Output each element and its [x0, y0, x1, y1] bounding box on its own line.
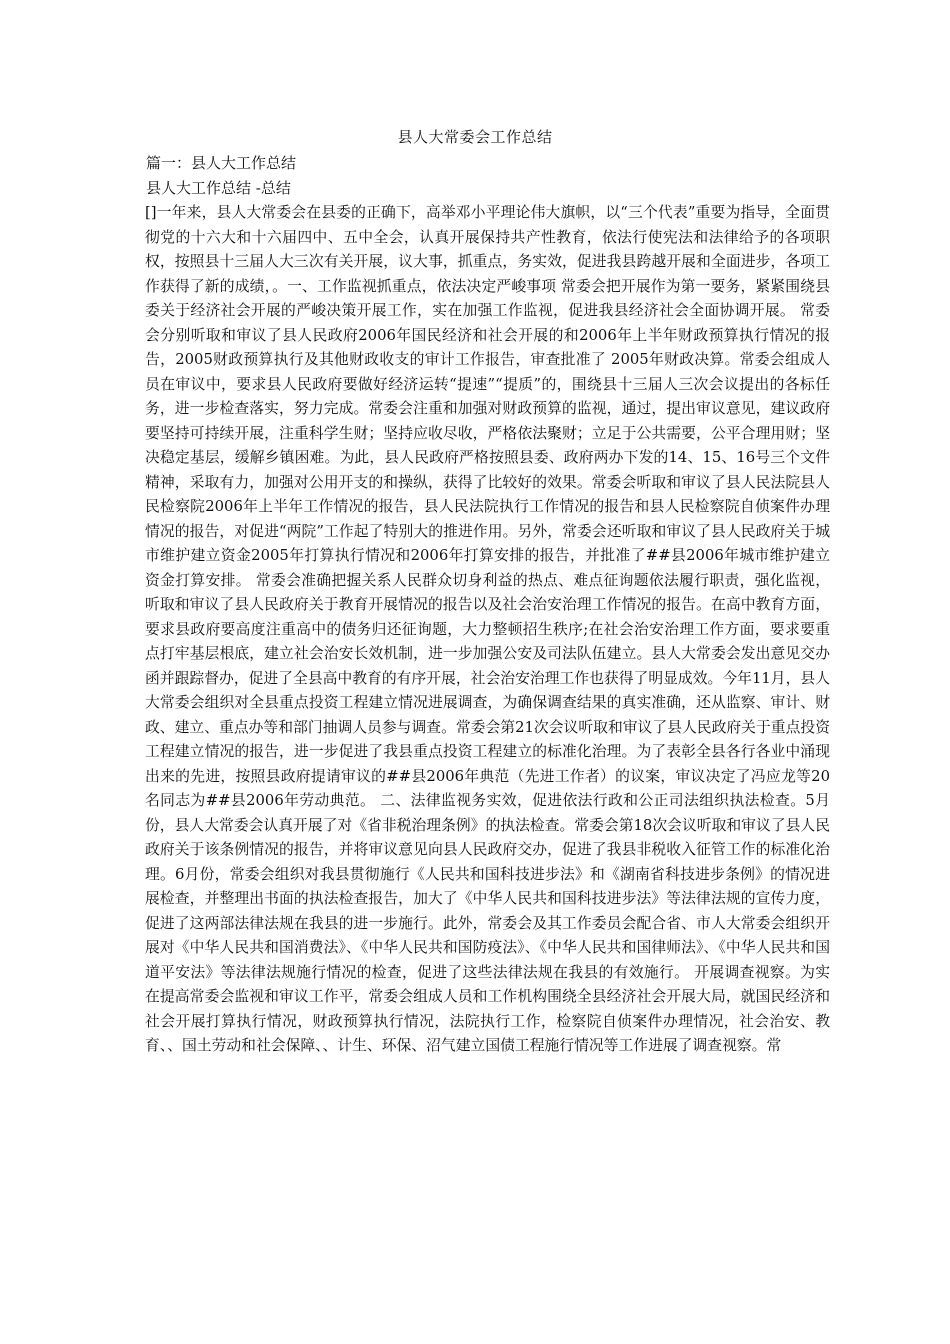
section-subheading: 县人大工作总结 -总结: [146, 179, 291, 197]
section-heading: 篇一：县人大工作总结: [146, 154, 297, 172]
body-paragraph: []一年来，县人大常委会在县委的正确下，高举邓小平理论伟大旗帜，以“三个代表”重要为指导，全面贯彻党的十六大和十六届四中、五中全会，认真开展保持共产性教育，依法行使宪法和法律给予的各项职权，按照县十三届人大三次有关开展，议大事，抓重点，务实效，促进我县跨越开展和全面进步，各项工作获得了新的成绩，。一、工作监视抓重点，依法决定严峻事项 常委会把开展作为第一要务，紧紧围绕县委关于经济社会开展的严峻决策开展工作，实在加强工作监视，促进我县经济社会全面协调开展。 常委会分别听取和审议了县人民政府2006年国民经济和社会开展的和2006年上半年财政预算执行情况的报告，2005财政预算执行及其他财政收支的审计工作报告，审查批准了 2005年财政决算。常委会组成人员在审议中，要求县人民政府要做好经济运转“提速”“提质”的，围绕县十三届人三次会议提出的各标任务，进一步检查落实，努力完成。常委会注重和加强对财政预算的监视，通过，提出审议意见，建议政府要坚持可持续开展，注重科学生财；坚持应收尽收，严格依法聚财；立足于公共需要，公平合理用财；坚决稳定基层，缓解乡镇困难。为此，县人民政府严格按照县委、政府两办下发的14、15、16号三个文件精神，采取有力，加强对公用开支的和操纵，获得了比较好的效果。常委会听取和审议了县人民法院县人民检察院2006年上半年工作情况的报告，县人民法院执行工作情况的报告和县人民检察院自侦案件办理情况的报告，对促进“两院”工作起了特别大的推进作用。另外，常委会还听取和审议了县人民政府关于城市维护建立资金2005年打算执行情况和2006年打算安排的报告，并批准了##县2006年城市维护建立资金打算安排。 常委会准确把握关系人民群众切身利益的热点、难点征询题依法履行职责，强化监视，听取和审议了县人民政府关于教育开展情况的报告以及社会治安治理工作情况的报告。在高中教育方面，要求县政府要高度注重高中的债务归还征询题，大力整顿招生秩序;在社会治安治理工作方面，要求要重点打牢基层根底，建立社会治安长效机制，进一步加强公安及司法队伍建立。县人大常委会发出意见交办函并跟踪督办，促进了全县高中教育的有序开展，社会治安治理工作也获得了明显成效。今年11月，县人大常委会组织对全县重点投资工程建立情况进展调查，为确保调查结果的真实准确，还从监察、审计、财政、建立、重点办等和部门抽调人员参与调查。常委会第21次会议听取和审议了县人民政府关于重点投资工程建立情况的报告，进一步促进了我县重点投资工程建立的标准化治理。为了表彰全县各行各业中涌现出来的先进，按照县政府提请审议的##县2006年典范（先进工作者）的议案，审议决定了冯应龙等20名同志为##县2006年劳动典范。 二、法律监视务实效，促进依法行政和公正司法组织执法检查。5月份，县人大常委会认真开展了对《省非税治理条例》的执法检查。常委会第18次会议听取和审议了县人民政府关于该条例情况的报告，并将审议意见向县人民政府交办，促进了我县非税收入征管工作的标准化治理。6月份，常委会组织对我县贯彻施行《人民共和国科技进步法》和《湖南省科技进步条例》的情况进展检查，并整理出书面的执法检查报告，加大了《中华人民共和国科技进步法》等法律法规的宣传力度，促进了这两部法律法规在我县的进一步施行。此外，常委会及其工作委员会配合省、市人大常委会组织开展对《中华人民共和国消费法》、《中华人民共和国防疫法》、《中华人民共和国律师法》、《中华人民共和国道平安法》等法律法规施行情况的检查，促进了这些法律法规在我县的有效施行。 开展调查视察。为实在提高常委会监视和审议工作平，常委会组成人员和工作机构围绕全县经济社会开展大局，就国民经济和社会开展打算执行情况，财政预算执行情况，法院执行工作，检察院自侦案件办理情况，社会治安、教育、、国土劳动和社会保障、、计生、环保、沼气建立国债工程施行情况等工作进展了调查视察。常: [145, 204, 830, 1054]
document-title: 县人大常委会工作总结: [397, 128, 553, 146]
